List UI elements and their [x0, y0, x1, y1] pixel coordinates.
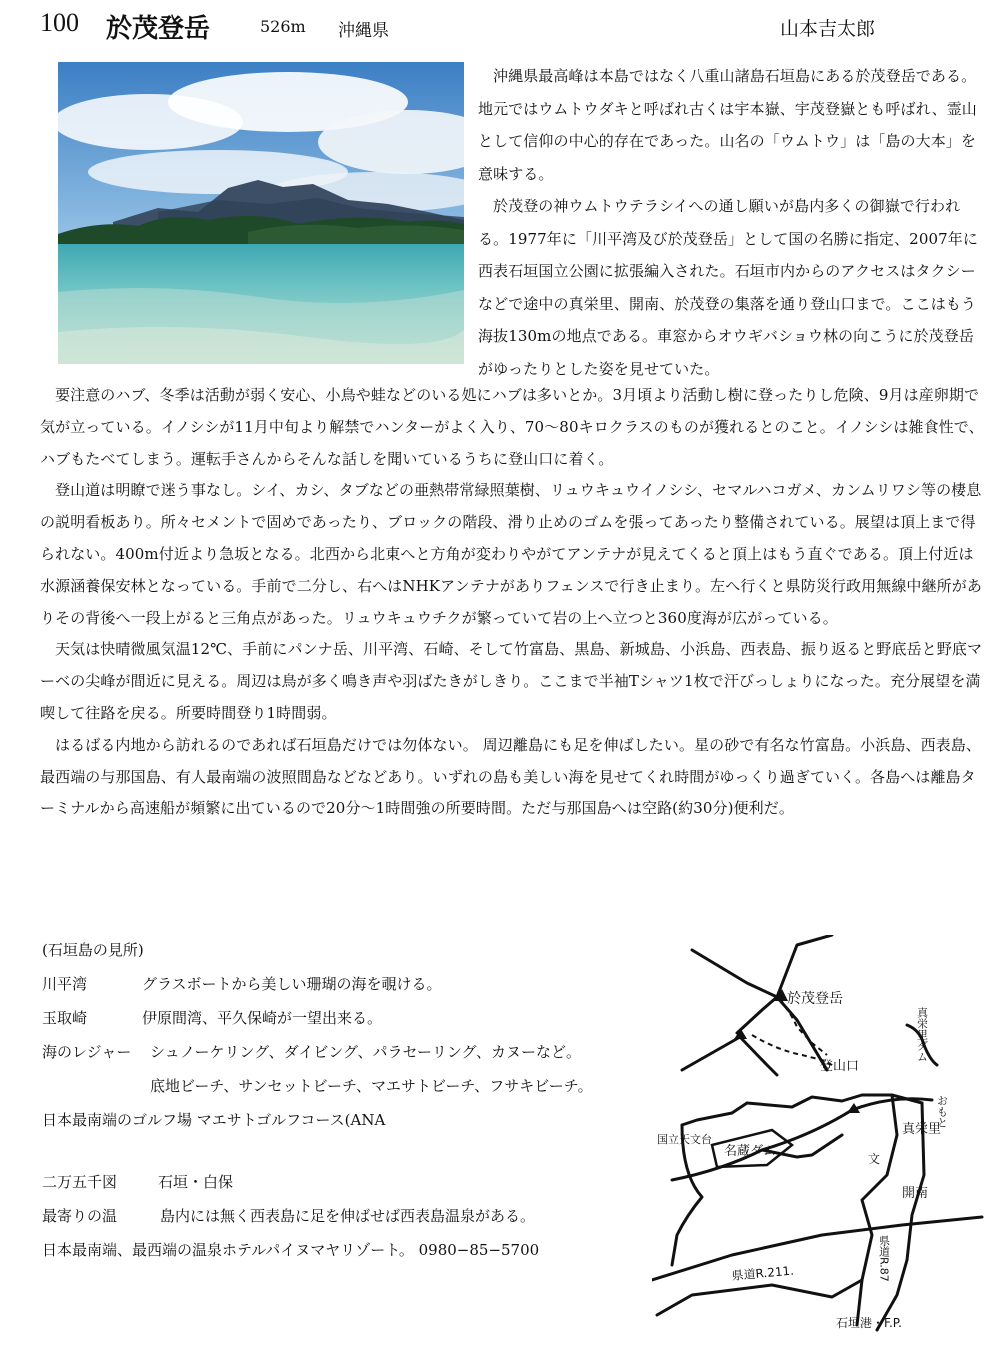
ridge-line: [740, 1037, 777, 1075]
body-paragraph-3: 天気は快晴微風気温12℃、手前にパンナ岳、川平湾、石崎、そして竹富島、黒島、新城島、小浜島、西表島、振り返ると野底岳と野底マーベの尖峰が間近に見える。周辺は鳥が多く鳴き声や羽ばたきがしきり。ここまで半袖Tシャツ1枚で汗びっしょりになった。充分展望を満喫して往路を戻る。所要時間登り1時間弱。: [40, 640, 983, 722]
map-label-omoto: おもと: [935, 1095, 949, 1128]
mountain-number: 100: [40, 8, 79, 37]
sight-text: シュノーケリング、ダイビング、パラセーリング、カヌーなど。: [150, 1043, 581, 1061]
ridge-line: [682, 1037, 740, 1070]
elevation: 526m: [260, 17, 306, 36]
map-label-nagura-dam: 名蔵ダム: [724, 1144, 777, 1159]
page-header: [40, 8, 980, 44]
ridge-line: [692, 950, 777, 997]
author-name: 山本吉太郎: [780, 18, 876, 40]
sight-label: 川平湾: [42, 975, 88, 993]
sight-tamatori: [42, 1006, 382, 1030]
sights-heading: (石垣島の見所): [42, 941, 144, 959]
sight-label: 二万五千図: [42, 1173, 118, 1191]
road-line: [877, 1103, 924, 1330]
ridge-line: [737, 997, 777, 1033]
article-body: [40, 380, 984, 825]
prefecture: 沖縄県: [338, 21, 389, 41]
prefectural-road-line: [657, 1280, 862, 1315]
intro-paragraph-2: 於茂登の神ウムトウテラシイへの通し願いが島内多くの御嶽で行われる。1977年に「川平湾及び於茂登岳」として国の名勝に指定、2007年に西表石垣国立公園に拡張編入された。石垣市内からのアクセスはタクシーなどで途中の真栄里、開南、於茂登の集落を通り登山口まで。ここはもう海抜130mの地点である。車窓からオウギバショウ林の向こうに於茂登岳がゆったりとした姿を見せていた。: [478, 197, 978, 378]
route-map-drawing: [652, 935, 992, 1335]
prefectural-road-line: [652, 1217, 982, 1280]
mountain-name: 於茂登岳: [106, 14, 211, 44]
map-label-port: 石垣港・F.P.: [836, 1316, 902, 1330]
body-paragraph-4: はるばる内地から訪れるのであれば石垣島だけでは勿体ない。 周辺離島にも足を伸ばしたい。星の砂で有名な竹富島。小浜島、西表島、最西端の与那国島、有人最南端の波照間島などなどあり。いずれの島も美しい海を見せてくれ時間がゆっくり過ぎていく。各島へは離島ターミナルから高速船が頻繁に出ているので20分〜1時間強の所要時間。ただ与那国島へは空路(約30分)便利だ。: [40, 735, 981, 818]
intro-paragraph-1: 沖縄県最高峰は本島ではなく八重山諸島石垣島にある於茂登岳である。地元ではウムトウダキと呼ばれ古くは宇本嶽、宇茂登嶽とも呼ばれ、霊山として信仰の中心的存在であった。山名の「ウムトウ」は「島の大本」を意味する。: [478, 67, 977, 183]
sight-golf: 日本最南端のゴルフ場 マエサトゴルフコース(ANA: [42, 1111, 386, 1129]
body-paragraph-2: 登山道は明瞭で迷う事なし。シイ、カシ、タブなどの亜熱帯常緑照葉樹、リュウキュウイノシシ、セマルハコガメ、カンムリワシ等の棲息の説明看板あり。所々セメントで固めであったり、ブロックの階段、滑り止めのゴムを張ってあったり整備されている。展望は頂上まで得られない。400m付近より急坂となる。北西から北東へと方角が変わりやがてアンテナが見えてくると頂上はもう直ぐである。頂上付近は水源涵養保安林となっている。手前で二分し、右へはNHKアンテナがありフェンスで行き止まり。左へ行くと県防災行政用無線中継所がありその背後へ一段上がると三角点があった。リュウキュウチクが繁っていて岩の上へ立つと360度海が広がっている。: [40, 481, 982, 627]
map-label-maezato-village: 真栄里: [902, 1122, 942, 1137]
topo-map-info: [42, 1170, 233, 1194]
map-label-trailhead: 登山口: [820, 1059, 860, 1074]
intro-text: [478, 60, 980, 385]
map-label-route-211: 県道R.211.: [731, 1263, 795, 1283]
body-paragraph-1: 要注意のハブ、冬季は活動が弱く安心、小鳥や蛙などのいる処にハブは多いとか。3月頃より活動し樹に登ったりし危険、9月は産卵期で気が立っている。イノシシが11月中旬より解禁でハンターがよく入り、70〜80キロクラスのものが獲れるとのこと。イノシシは雑食性で、ハブもたべてしまう。運転手さんからそんな話しを聞いているうちに登山口に着く。: [40, 386, 984, 468]
road-line: [672, 1125, 702, 1265]
sight-text: 伊原間湾、平久保崎が一望出来る。: [142, 1009, 383, 1027]
sight-beaches: 底地ビーチ、サンセットビーチ、マエサトビーチ、フサキビーチ。: [150, 1077, 593, 1095]
sight-text: 石垣・白保: [158, 1173, 234, 1191]
sight-label: 最寄りの温: [42, 1207, 118, 1225]
sight-leisure: [42, 1040, 581, 1064]
onsen-info: [42, 1204, 535, 1228]
road-line: [857, 1095, 897, 1325]
sight-text: グラスボートから美しい珊瑚の海を覗ける。: [142, 975, 442, 993]
sight-label: 海のレジャー: [42, 1043, 132, 1061]
ridge-line: [777, 935, 832, 997]
map-label-kainan: 開南: [902, 1186, 929, 1201]
map-label-maezato-dam: 真栄里ダム: [915, 1007, 929, 1062]
sight-label: 玉取崎: [42, 1009, 88, 1027]
map-label-observatory: 国立天文台: [657, 1133, 712, 1146]
mountain-photo: [58, 62, 464, 364]
map-label-route-87: 県道R.87: [877, 1235, 891, 1282]
landscape-photo: [58, 62, 464, 364]
trail-dashed-line: [780, 999, 827, 1055]
hotel-info: 日本最南端、最西端の温泉ホテルパイヌマヤリゾート。 0980−85−5700: [42, 1241, 540, 1259]
sight-text: 島内には無く西表島に足を伸ばせば西表島温泉がある。: [160, 1207, 536, 1225]
map-label-summit: 於茂登岳: [787, 991, 843, 1007]
map-label-school: 文: [868, 1152, 881, 1166]
sight-kabira: [42, 972, 442, 996]
route-map: [652, 935, 992, 1335]
